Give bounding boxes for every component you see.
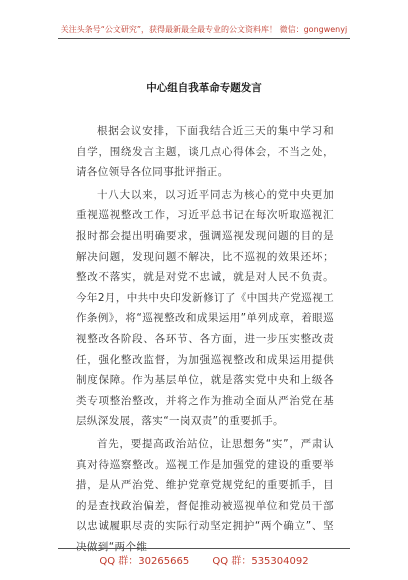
document-body [76,121,334,559]
footer-qq-group-1: QQ 群：30265665 [99,556,190,567]
document-title: 中心组自我革命专题发言 [146,82,262,94]
body-paragraph: 首先，要提高政治站位，让思想务“实”，严肃认真对待巡察整改。巡视工作是加强党的建设的重要举措，是从严治党、维护党章党规党纪的重要抓手，目的是查找政治偏差，督促推动被巡视单位和党员干部以忠诚履职尽责的实际行动坚定拥护“两个确立”、坚决做到“两个维 [76,437,334,553]
header-divider [58,38,350,39]
footer-qq-group-2: QQ 群：535304092 [212,556,309,567]
page-footer [0,552,408,567]
header-promo-note: 关注头条号“公文研究”，获得最新最全最专业的公文资料库！ 微信：gongwenyj [60,25,348,34]
page-header [0,0,408,40]
body-paragraph: 十八大以来，以习近平同志为核心的党中央更加重视巡视整改工作，习近平总书记在每次听取巡视汇报时都会提出明确要求，强调巡视发现问题的目的是解决问题，发现问题不解决，比不巡视的效果还坏；整改不落实，就是对党不忠诚，就是对人民不负责。今年2月，中共中央印发新修订了《中国共产党巡视工作条例》，将“巡视整改和成果运用”单列成章，着眼巡视整改各阶段、各环节、各方面，进一步压实整改责任，强化整改监督，为加强巡视整改和成果运用提供制度保障。作为基层单位，就是落实党中央和上级各类专项整治整改，并将之作为推动全面从严治党在基层纵深发展，落实“一岗双责”的重要抓手。 [76,188,334,428]
footer-divider [58,548,350,549]
body-paragraph: 根据会议安排，下面我结合近三天的集中学习和自学，围绕发言主题，谈几点心得体会，不当之处，请各位领导各位同事批评指正。 [76,125,334,179]
